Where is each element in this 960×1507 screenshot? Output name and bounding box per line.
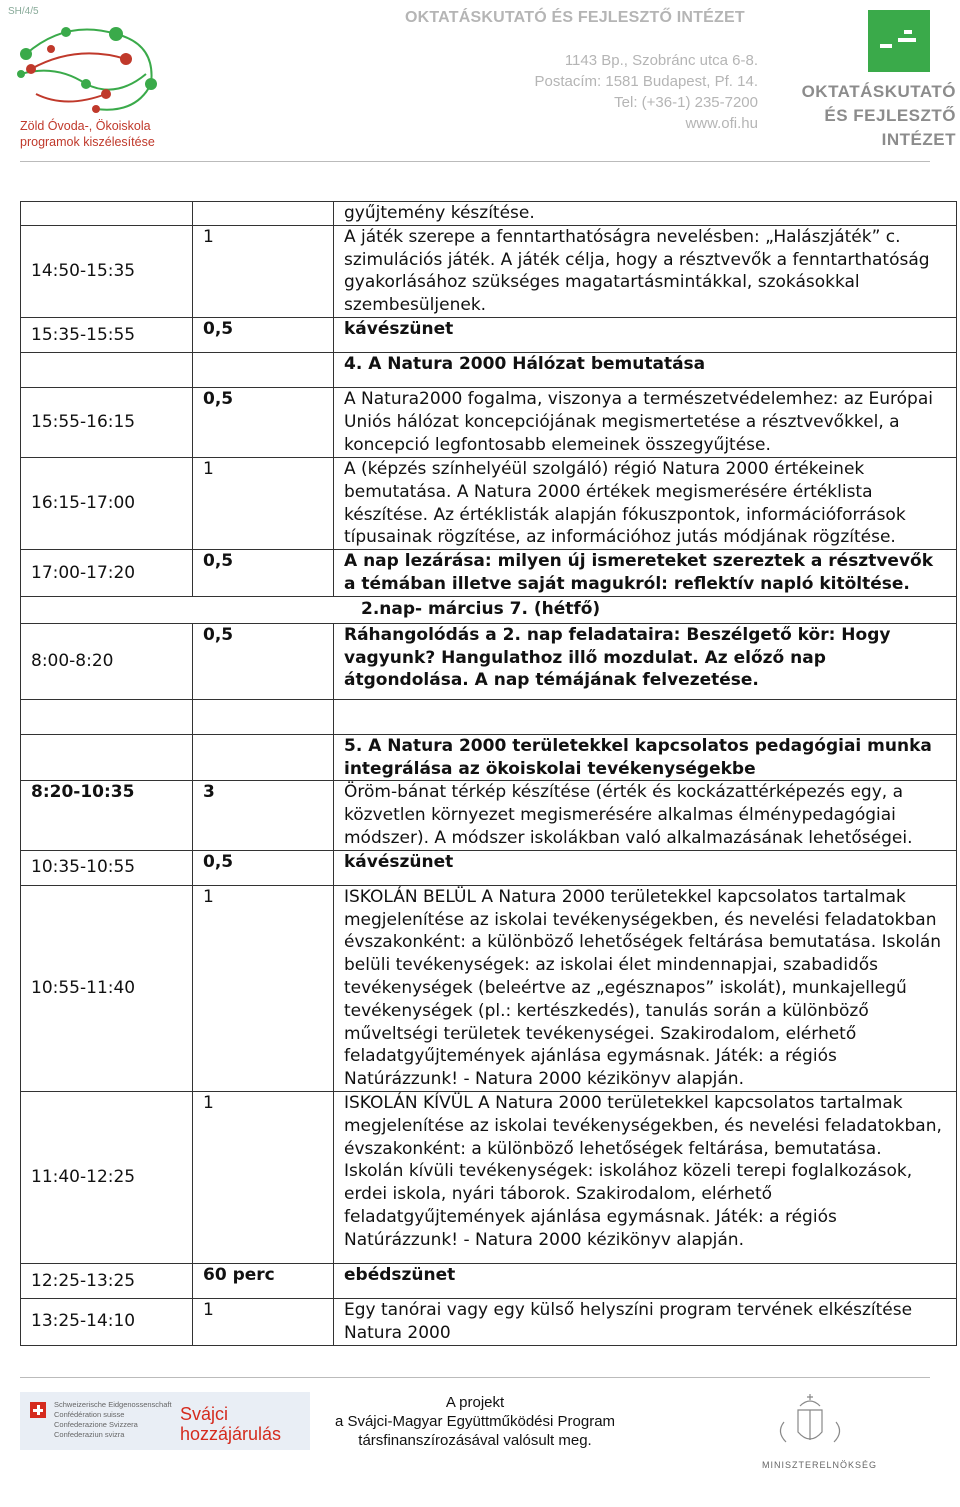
- activity-cell: A nap lezárása: milyen új ismereteket szereztek a résztvevők a témában illetve saját magukról: reflektív napló kitöltése.: [334, 550, 957, 597]
- activity-cell: A (képzés színhelyéül szolgáló) régió Natura 2000 értékeinek bemutatása. A Natura 2000 értékek megismerésére értéklista készítése. Az értéklisták alapján fókuszpontok, információforrások típusainak rögzítése, az információhoz jutás módjának rögzítése.: [334, 457, 957, 549]
- section-heading: 4. A Natura 2000 Hálózat bemutatása: [334, 352, 957, 387]
- ofi-logo-text: OKTATÁSKUTATÓ ÉS FEJLESZTŐ INTÉZET: [801, 82, 956, 149]
- table-row: [21, 1091, 957, 1263]
- time-cell: [21, 352, 193, 387]
- table-row: [21, 623, 957, 699]
- table-row: [21, 850, 957, 885]
- time-cell: 8:00-8:20: [21, 623, 193, 699]
- duration-cell: [193, 734, 334, 781]
- duration-cell: 0,5: [193, 387, 334, 457]
- time-cell: 10:55-11:40: [21, 885, 193, 1091]
- activity-cell: Ráhangolódás a 2. nap feladataira: Beszélgető kör: Hogy vagyunk? Hangulathoz illő mozdulat. Az előző nap átgondolása. A nap témájának felvezetése.: [334, 623, 957, 699]
- activity-cell: gyűjtemény készítése.: [334, 202, 957, 226]
- activity-cell: ISKOLÁN KÍVÜL A Natura 2000 területekkel kapcsolatos tartalmak megjelenítése az iskolai tevékenységekben, és nevelési feladatokban, évszakonként: a különböző lehetőségek feltárása, bemutatása. Iskolán kívüli tevékenységek: iskolához közeli terepi foglalkozások, erdei iskola, nyári táborok. Szakirodalom, elérhető feladatgyűjtemények ajánlása egymásnak. Játék: a régiós Natúrázzunk! - Natura 2000 kézikönyv alapján.: [334, 1091, 957, 1263]
- swiss-contribution-title: Svájci hozzájárulás: [180, 1404, 282, 1444]
- duration-cell: 0,5: [193, 623, 334, 699]
- activity-cell: [334, 699, 957, 734]
- activity-cell: A Natura2000 fogalma, viszonya a természetvédelemhez: az Európai Uniós hálózat koncepciójának megismertetése a résztvevőkkel, a koncepció legfontosabb elemeinek összegyűjtése.: [334, 387, 957, 457]
- time-cell: 8:20-10:35: [21, 781, 193, 850]
- duration-cell: 1: [193, 885, 334, 1091]
- swiss-flag-icon: [30, 1402, 46, 1418]
- table-row: [21, 550, 957, 597]
- duration-cell: 0,5: [193, 850, 334, 885]
- time-cell: 16:15-17:00: [21, 457, 193, 549]
- swiss-confederation-text: Schweizerische Eidgenossenschaft Confédération suisse Confederazione Svizzera Confederaziun svizra: [54, 1400, 172, 1439]
- activity-cell: A játék szerepe a fenntarthatóságra nevelésben: „Halászjáték” c. szimulációs játék. A játék célja, hogy a résztvevők a fenntarthatóság gyakorlásához szükséges magatartásmintákkal, szokásokkal szembesüljenek.: [334, 225, 957, 317]
- hungarian-crest-icon: [770, 1392, 850, 1452]
- duration-cell: 1: [193, 457, 334, 549]
- duration-cell: [193, 699, 334, 734]
- table-row: [21, 1263, 957, 1298]
- time-cell: 15:35-15:55: [21, 317, 193, 352]
- duration-cell: 1: [193, 225, 334, 317]
- activity-cell: Öröm-bánat térkép készítése (érték és kockázattérképezés egy, a közvetlen környezet megismerésére alkalmas élménypedagógiai módszer). A módszer iskolákban való alkalmazásának lehetőségei.: [334, 781, 957, 850]
- time-cell: 14:50-15:35: [21, 225, 193, 317]
- ofi-logo-mark: [868, 10, 930, 72]
- table-row: [21, 885, 957, 1091]
- time-cell: 15:55-16:15: [21, 387, 193, 457]
- table-row: [21, 225, 957, 317]
- website-link[interactable]: www.ofi.hu: [685, 115, 758, 132]
- section-heading: 5. A Natura 2000 területekkel kapcsolatos pedagógiai munka integrálása az ökoiskolai tevékenységekbe: [334, 734, 957, 781]
- swiss-contribution-logo: [20, 1392, 310, 1450]
- day-heading: 2.nap- március 7. (hétfő): [21, 596, 957, 623]
- time-cell: [21, 734, 193, 781]
- activity-cell: kávészünet: [334, 850, 957, 885]
- document-code: SH/4/5: [8, 6, 39, 17]
- ofi-logo-icon: [868, 10, 930, 72]
- duration-cell: [193, 202, 334, 226]
- activity-cell: ebédszünet: [334, 1263, 957, 1298]
- duration-cell: 1: [193, 1091, 334, 1263]
- footer-divider: [20, 1377, 930, 1378]
- activity-cell: kávészünet: [334, 317, 957, 352]
- schedule-table: [20, 201, 957, 1346]
- table-row: [21, 317, 957, 352]
- duration-cell: 3: [193, 781, 334, 850]
- activity-cell: Egy tanórai vagy egy külső helyszíni program tervének elkészítése Natura 2000: [334, 1298, 957, 1345]
- duration-cell: [193, 352, 334, 387]
- table-row: [21, 596, 957, 623]
- table-row: [21, 202, 957, 226]
- table-row: [21, 352, 957, 387]
- time-cell: 17:00-17:20: [21, 550, 193, 597]
- time-cell: 12:25-13:25: [21, 1263, 193, 1298]
- table-row: [21, 1298, 957, 1345]
- duration-cell: 1: [193, 1298, 334, 1345]
- page-header: [0, 0, 960, 170]
- project-funding-note: A projekt a Svájci-Magyar Együttműködési Program társfinanszírozásával valósult meg.: [334, 1394, 616, 1449]
- duration-cell: 0,5: [193, 550, 334, 597]
- time-cell: 13:25-14:10: [21, 1298, 193, 1345]
- time-cell: [21, 699, 193, 734]
- time-cell: [21, 202, 193, 226]
- table-row: [21, 699, 957, 734]
- table-row: [21, 457, 957, 549]
- organization-address: 1143 Bp., Szobránc utca 6-8. Postacím: 1581 Budapest, Pf. 14. Tel: (+36-1) 235-7200 www.ofi.hu: [534, 52, 758, 132]
- organization-name: OKTATÁSKUTATÓ ÉS FEJLESZTŐ INTÉZET: [405, 9, 745, 26]
- time-cell: 11:40-12:25: [21, 1091, 193, 1263]
- activity-cell: ISKOLÁN BELÜL A Natura 2000 területekkel kapcsolatos tartalmak megjelenítése az iskolai tevékenységekben, és nevelési feladatokban évszakonként: a különböző lehetőségek feltárása bemutatása. Iskolán belüli tevékenységek: az iskolai élet mindennapjai, szabadidős tevékenységek (beleértve az „egésznapos” iskolát), munkajellegű tevékenységek (pl.: kertészkedés), tanulás során a különböző műveltségi területek tevékenységei. Szakirodalom, elérhető feladatgyűjtemények ajánlása egymásnak. Játék: a régiós Natúrázzunk! - Natura 2000 kézikönyv alapján.: [334, 885, 957, 1091]
- table-row: [21, 781, 957, 850]
- duration-cell: 60 perc: [193, 1263, 334, 1298]
- table-row: [21, 387, 957, 457]
- ministry-label: MINISZTERELNÖKSÉG: [762, 1460, 878, 1470]
- logo-caption: Zöld Óvoda-, Ökoiskola programok kiszélesítése: [20, 119, 155, 149]
- time-cell: 10:35-10:55: [21, 850, 193, 885]
- table-row: [21, 734, 957, 781]
- header-divider: [20, 161, 930, 162]
- duration-cell: 0,5: [193, 317, 334, 352]
